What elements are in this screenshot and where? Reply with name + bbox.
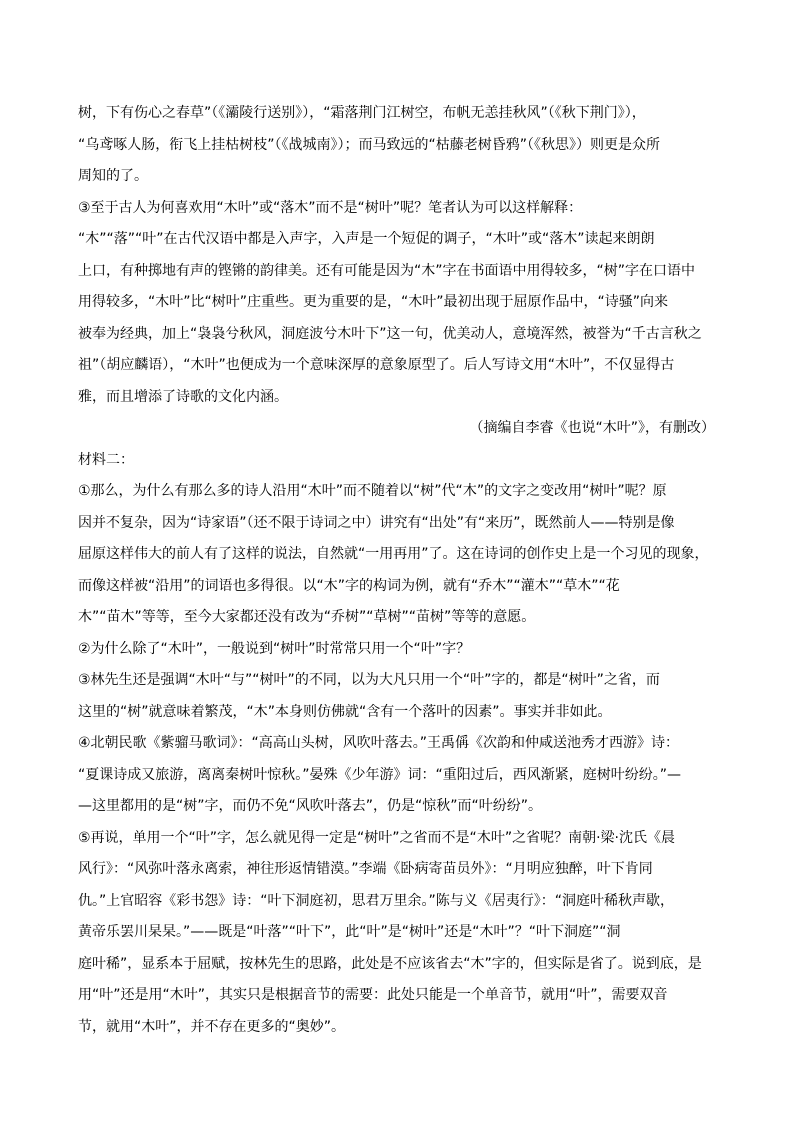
section-heading: 材料二： [78,451,134,468]
text-line: 这里的“树”就意味着繁茂，“木”本身则仿佛就“含有一个落叶的因素”。事实并非如此。 [78,703,612,720]
text-line: “木”“落”“叶”在古代汉语中都是入声字，入声是一个短促的调子，“木叶”或“落木”读起来朗朗 [78,231,655,247]
text-line: ⑤再说，单用一个“叶”字，怎么就见得一定是“树叶”之省而不是“木叶”之省呢？南朝·梁·沈氏《晨 [78,829,675,846]
text-line: “夏课诗成又旅游，离离秦树叶惊秋。”晏殊《少年游》词：“重阳过后，西风渐紧，庭树叶纷纷。”— [78,766,682,783]
text-line: 风行》：“风弥叶落永离索，神往形返情错漠。”李端《卧病寄苗员外》：“月明应独醉，叶下肯同 [78,861,653,877]
text-line: 黄帝乐罢川杲杲。”——既是“叶落”“叶下”，此“叶”是“树叶”还是“木叶”？“叶下洞庭”“洞 [78,924,621,940]
text-line: 雅，而且增添了诗歌的文化内涵。 [78,388,288,405]
text-line: 被奉为经典，加上“袅袅兮秋风，洞庭波兮木叶下”这一句，优美动人，意境浑然，被誉为“千古言秋之 [78,325,702,342]
text-line: 而像这样被“沿用”的词语也多得很。以“木”字的构词为例，就有“乔木”“灌木”“草木”“花 [78,577,620,594]
text-line: 仇。”上官昭容《彩书怨》诗：“叶下洞庭初，思君万里余。”陈与义《居夷行》：“洞庭叶稀秋声歇， [78,892,675,909]
text-line: ③林先生还是强调“木叶“与”“树叶”的不同，以为大凡只用一个“叶”字的，都是“树叶”之省，而 [78,672,660,688]
text-line: ①那么，为什么有那么多的诗人沿用“木叶”而不随着以“树”代“木”的文字之变改用“树叶”呢？原 [78,483,667,499]
document-page [78,98,719,1043]
text-line: 庭叶稀”，显系本于屈赋，按林先生的思路，此处是不应该省去“木”字的，但实际是省了。说到底，是 [78,955,702,972]
text-line: “乌鸢啄人肠，衔飞上挂枯树枝”（《战城南》）；而马致远的“枯藤老树昏鸦”（《秋思》）则更是众所 [78,136,661,153]
source-citation: （摘编自李睿《也说“木叶”》，有删改） [469,420,715,436]
text-line: 用“叶”还是用“木叶”，其实只是根据音节的需要：此处只能是一个单音节，就用“叶”，需要双音 [78,987,668,1003]
text-line: 用得较多，“木叶”比“树叶”庄重些。更为重要的是，“木叶”最初出现于屈原作品中，“诗骚”向来 [78,294,669,310]
text-line: 屈原这样伟大的前人有了这样的说法，自然就“一用再用”了。这在诗词的创作史上是一个习见的现象， [78,546,709,562]
text-line: 周知的了。 [78,168,148,184]
text-line: 祖”（胡应麟语），“木叶”也便成为一个意味深厚的意象原型了。后人写诗文用“木叶”，不仅显得古 [78,357,675,373]
text-line: 节，就用“木叶”，并不存在更多的“奥妙”。 [78,1018,346,1035]
text-line: 上口，有种掷地有声的铿锵的韵律美。还有可能是因为“木”字在书面语中用得较多，“树”字在口语中 [78,262,696,279]
text-line: ④北朝民歌《紫骝马歌词》：“高高山头树，风吹叶落去。”王禹偁《次韵和仲咸送池秀才西游》诗： [78,735,680,751]
text-line: 树，下有伤心之春草”（《灞陵行送别》），“霜落荆门江树空，布帆无恙挂秋风”（《秋下荆门》）， [78,105,646,121]
text-line: ③至于古人为何喜欢用“木叶”或“落木”而不是“树叶”呢？笔者认为可以这样解释： [78,199,583,216]
text-line: 木”“苗木”等等，至今大家都还没有改为“乔树”“草树”“苗树”等等的意愿。 [78,609,536,625]
text-line: 因并不复杂，因为“诗家语”（还不限于诗词之中）讲究有“出处”有“来历”，既然前人——特别是像 [78,514,675,531]
text-line: —这里都用的是“树”字，而仍不免“风吹叶落去”，仍是“惊秋”而“叶纷纷”。 [78,798,543,814]
text-line: ②为什么除了“木叶”，一般说到“树叶”时常常只用一个“叶”字？ [78,640,471,657]
